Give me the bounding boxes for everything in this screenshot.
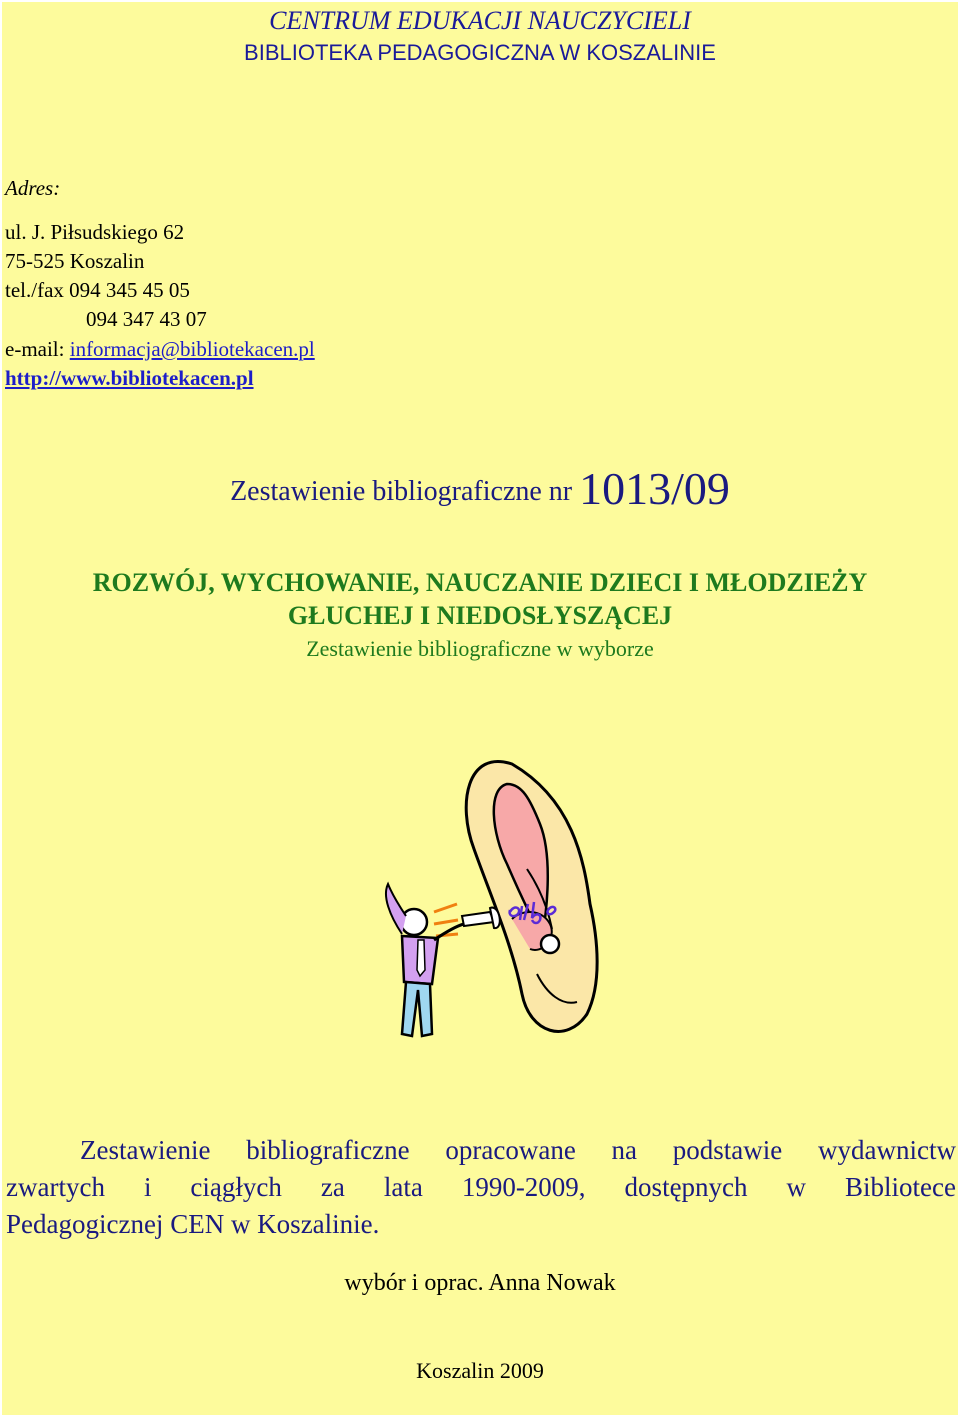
bibliography-number-line	[2, 462, 958, 515]
institution-name: CENTRUM EDUKACJI NAUCZYCIELI	[269, 6, 691, 35]
email-prefix: e-mail:	[5, 337, 70, 361]
address-label: Adres:	[5, 176, 61, 200]
address-street: ul. J. Piłsudskiego 62	[5, 220, 185, 244]
address-email	[5, 335, 315, 364]
ear-with-trumpeter-icon	[362, 744, 602, 1044]
document-subtitle: Zestawienie bibliograficzne w wyborze	[306, 636, 654, 661]
description-paragraph	[6, 1132, 956, 1243]
document-title-line-1: ROZWÓJ, WYCHOWANIE, NAUCZANIE DZIECI I MŁODZIEŻY	[92, 568, 868, 597]
email-link[interactable]: informacja@bibliotekacen.pl	[69, 337, 315, 361]
address-phone	[5, 276, 190, 305]
document-page	[2, 2, 958, 1415]
description-line-1: Zestawienie bibliograficzne opracowane na podstawie wydawnictw	[80, 1135, 956, 1165]
bibliography-number: 1013/09	[579, 463, 730, 514]
website-link[interactable]: http://www.bibliotekacen.pl	[5, 366, 254, 390]
place-year: Koszalin 2009	[416, 1358, 544, 1383]
address-phone-2: 094 347 43 07	[86, 307, 207, 331]
bibliography-label: Zestawienie bibliograficzne nr	[230, 476, 580, 507]
address-website	[5, 364, 254, 393]
author-credit: wybór i oprac. Anna Nowak	[344, 1270, 616, 1296]
description-line-3: Pedagogicznej CEN w Koszalinie.	[6, 1209, 380, 1239]
address-city: 75-525 Koszalin	[5, 249, 145, 273]
description-line-2: zwartych i ciągłych za lata 1990-2009, dostępnych w Bibliotece	[6, 1172, 956, 1202]
phone-number-1: 094 345 45 05	[69, 278, 190, 302]
library-name: BIBLIOTEKA PEDAGOGICZNA W KOSZALINIE	[244, 40, 716, 65]
document-title-line-2: GŁUCHEJ I NIEDOSŁYSZĄCEJ	[287, 601, 673, 630]
phone-prefix: tel./fax	[5, 278, 70, 302]
